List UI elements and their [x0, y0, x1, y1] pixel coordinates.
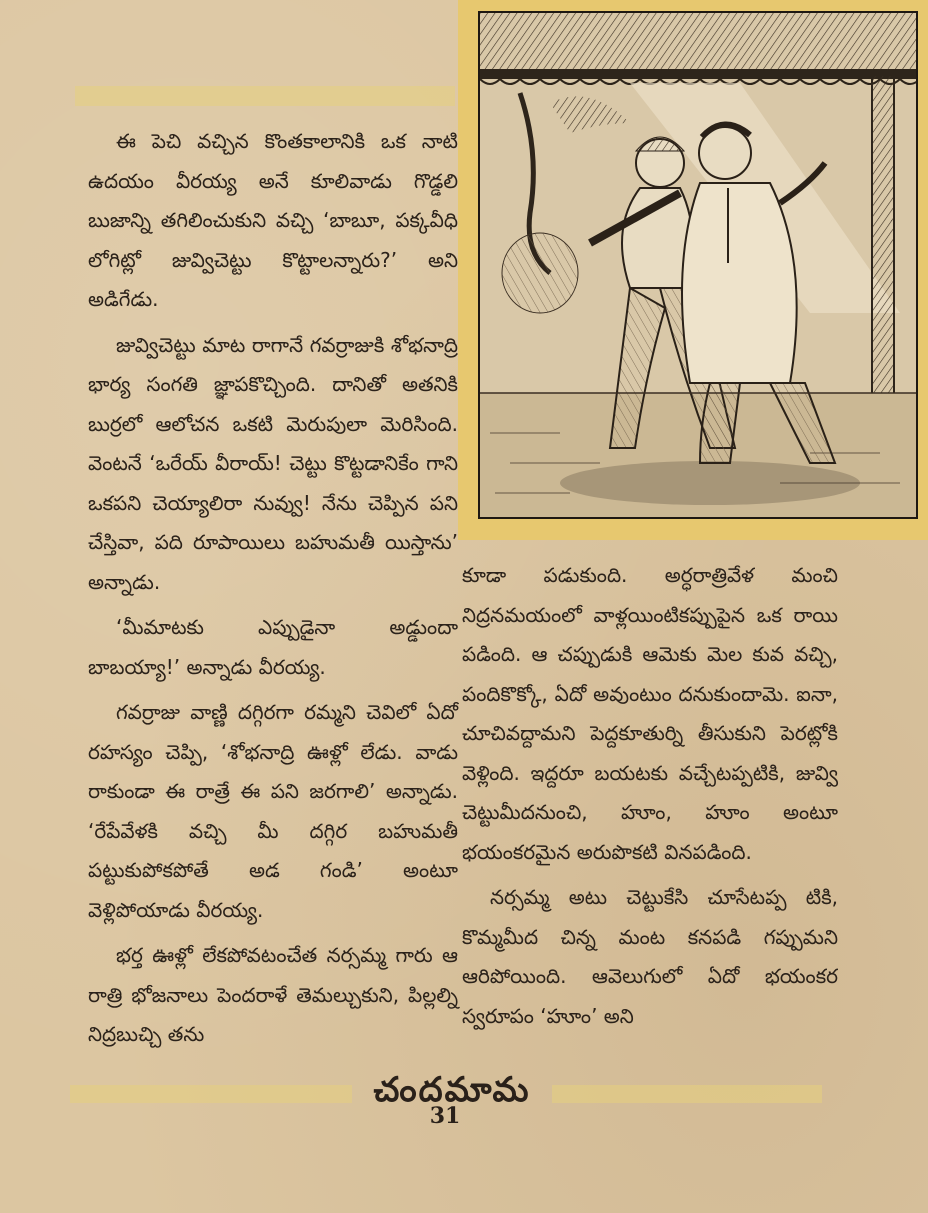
illustration-drawing: [480, 13, 916, 517]
left-text-column: [88, 122, 458, 1055]
story-illustration: [478, 11, 918, 519]
paragraph: నర్సమ్మ అటు చెట్టుకేసి చూసేటప్ప టికి, కొమ్మమీద చిన్న మంట కనపడి గప్పుమని ఆరిపోయింది. ఆవెలుగులో ఏదో భయంకర స్వరూపం ‘హూం’ అని: [462, 885, 838, 1028]
decorative-band-bottom-left: [70, 1085, 352, 1103]
paragraph: ఈ పెచి వచ్చిన కొంతకాలానికి ఒక నాటి ఉదయం వీరయ్య అనే కూలివాడు గొడ్డలి బుజాన్ని తగిలించుకుని వచ్చి ‘బాబూ, పక్కవీధి లోగిట్లో జువ్విచెట్టు కొట్టాలన్నారు?’ అని అడిగేడు.: [88, 129, 458, 311]
paragraph: గవర్రాజు వాణ్ణి దగ్గిరగా రమ్మని చెవిలో ఏదో రహస్యం చెప్పి, ‘శోభనాద్రి ఊళ్లో లేడు. వాడు రాకుండా ఈ రాత్రే ఈ పని జరగాలి’ అన్నాడు. ‘రేపేవేళకి వచ్చి మీ దగ్గిర బహుమతీ పట్టుకుపోకపోతే అడ గండి’ అంటూ వెళ్లిపోయాడు వీరయ్య.: [88, 700, 458, 922]
decorative-band-top: [75, 86, 455, 106]
paragraph: ‘మీమాటకు ఎప్పుడైనా అడ్డుందా బాబయ్యా!’ అన్నాడు వీరయ్య.: [88, 615, 458, 679]
magazine-title: చందమామ: [373, 1070, 531, 1110]
decorative-band-bottom-right: [552, 1085, 822, 1103]
paragraph: భర్త ఊళ్లో లేకపోవటంచేత నర్సమ్మ గారు ఆ రాత్రి భోజనాలు పెందరాళే తెమల్చుకుని, పిల్లల్ని నిద్రబుచ్చి తను: [88, 943, 458, 1046]
right-text-column: [462, 556, 838, 1036]
paragraph: జువ్విచెట్టు మాట రాగానే గవర్రాజుకి శోభనాద్రి భార్య సంగతి జ్ఞాపకొచ్చింది. దానితో అతనికి బుర్రలో ఆలోచన ఒకటి మెరుపులా మెరిసింది. వెంటనే ‘ఒరేయ్ వీరాయ్! చెట్టు కొట్టడానికేం గాని ఒకపని చెయ్యాలిరా నువ్వు! నేను చెప్పిన పని చేస్తివా, పది రూపాయిలు బహుమతీ యిస్తాను’ అన్నాడు.: [88, 332, 458, 594]
paragraph: కూడా పడుకుంది. అర్ధరాత్రివేళ మంచి నిద్రనమయంలో వాళ్లయింటికప్పుపైన ఒక రాయి పడింది. ఆ చప్పుడుకి ఆమెకు మెల కువ వచ్చి, పందికొక్కో, ఏదో అవుంటుం దనుకుందామె. ఐనా, చూచివద్దామని పెద్దకూతుర్ని తీసుకుని పెరట్లోకి వెళ్లింది. ఇద్దరూ బయటకు వచ్చేటప్పటికి, జువ్వి చెట్టుమీదనుంచి, హూం, హూం అంటూ భయంకరమైన అరుపొకటి వినపడింది.: [462, 563, 838, 864]
page-number: 31: [429, 1103, 461, 1129]
